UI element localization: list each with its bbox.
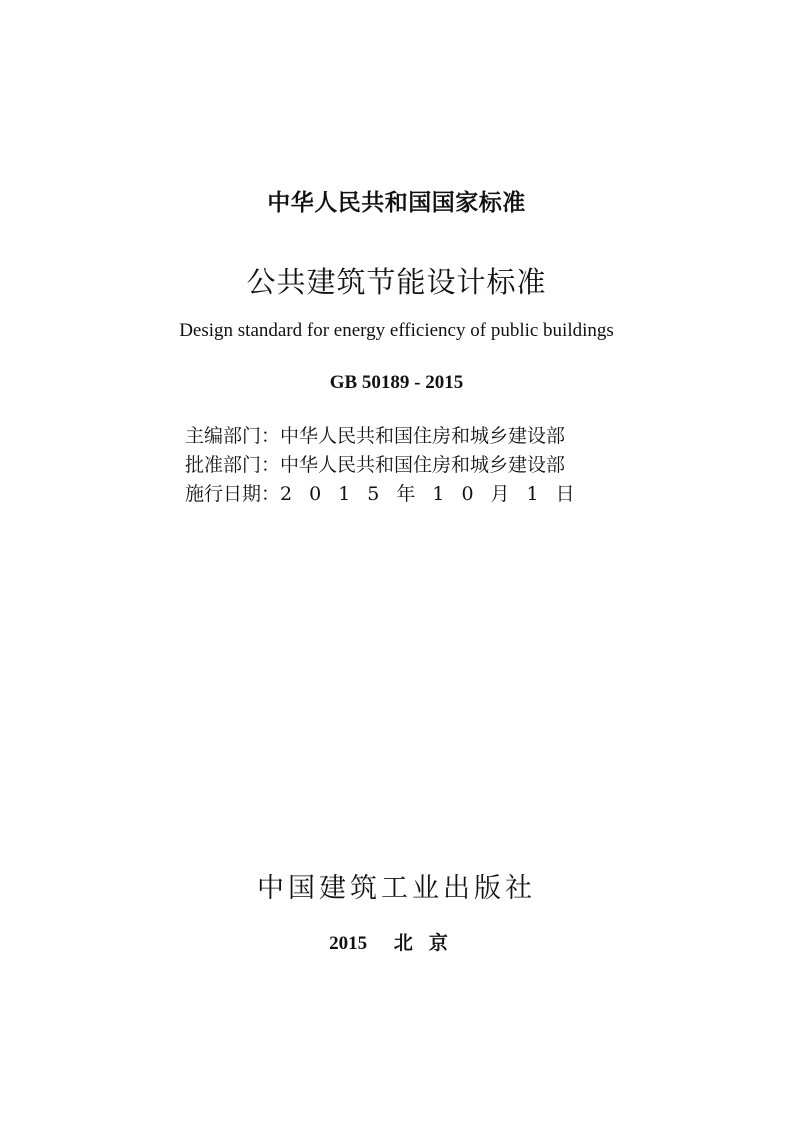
date-row	[185, 478, 605, 507]
publisher-name: 中国建筑工业出版社	[257, 873, 536, 904]
publication-place	[0, 928, 793, 955]
approver-row	[185, 449, 605, 478]
approver-value: 中华人民共和国住房和城乡建设部	[280, 454, 566, 476]
editor-label: 主编部门：	[185, 425, 281, 447]
editor-row	[185, 420, 605, 449]
date-label: 施行日期：	[185, 483, 281, 505]
standard-category: 中华人民共和国国家标准	[267, 190, 526, 216]
title-chinese: 公共建筑节能设计标准	[246, 265, 547, 299]
editor-value: 中华人民共和国住房和城乡建设部	[280, 425, 566, 447]
title-english: Design standard for energy efficiency of public buildings	[179, 320, 614, 341]
publication-city: 北京	[393, 933, 464, 954]
publication-year: 2015	[329, 933, 368, 954]
approver-label: 批准部门：	[185, 454, 281, 476]
publication-info	[185, 420, 605, 507]
standard-code: GB 50189 - 2015	[329, 372, 464, 393]
date-value: 2015年10月1日	[280, 483, 592, 505]
